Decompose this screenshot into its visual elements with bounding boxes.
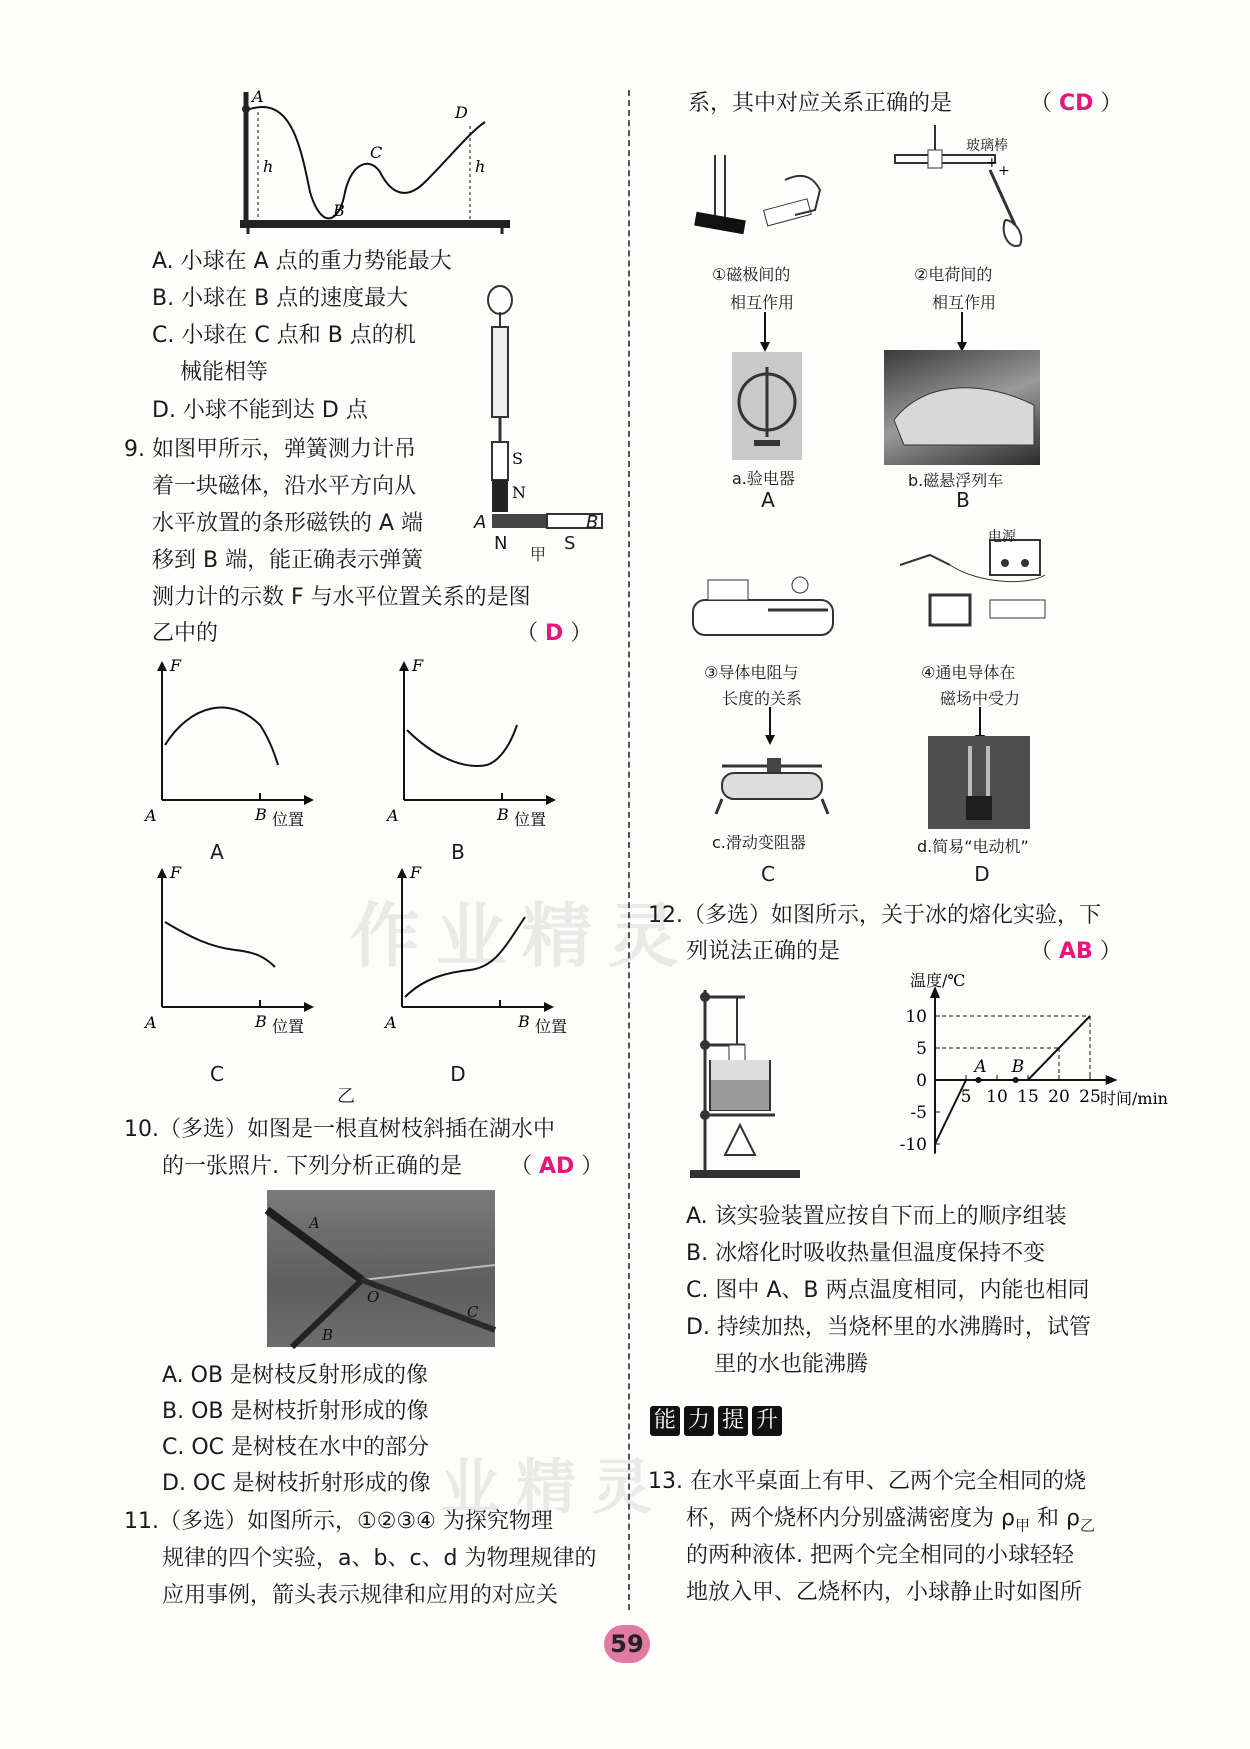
rho-and: 和 ρ: [1036, 1506, 1080, 1531]
q12-answer: （ AB ）: [1030, 939, 1122, 964]
exp4-caption-2: 磁场中受力: [940, 689, 1021, 708]
q9-graph-b: [382, 655, 562, 835]
graph-a-name: A: [210, 840, 224, 864]
exp3-caption-1: ③导体电阻与: [704, 663, 799, 682]
svg-text:+: +: [998, 163, 1010, 179]
graph-set-yi: 乙: [337, 1086, 355, 1107]
exp2-caption-1: ②电荷间的: [914, 265, 993, 284]
q8-option-c-cont: 械能相等: [180, 360, 269, 385]
q10-line-2: 的一张照片. 下列分析正确的是: [162, 1154, 462, 1179]
exp1-magnets-figure: [685, 150, 825, 250]
q12-option-d: D. 持续加热，当烧杯里的水沸腾时，试管: [686, 1315, 1091, 1340]
watermark-2: 业精灵: [440, 1453, 668, 1523]
q12-apparatus-figure: [685, 985, 825, 1185]
q9-line-6: 乙中的: [152, 621, 219, 646]
y-axis-label: 温度/℃: [910, 971, 966, 990]
arrows-row1: [760, 312, 980, 352]
q10-option-c: C. OC 是树枝在水中的部分: [162, 1435, 430, 1460]
column-divider: [628, 90, 630, 1610]
q9-graph-c: [140, 862, 320, 1042]
exp-letter-b: B: [956, 488, 970, 512]
svg-text:+: +: [986, 155, 998, 171]
exp2-caption-2: 相互作用: [932, 293, 997, 312]
section-char-3: 提: [718, 1406, 748, 1436]
q9-line-5: 测力计的示数 F 与水平位置关系的是图: [152, 585, 531, 610]
rho-sub-1: 甲: [1014, 1516, 1030, 1535]
graph-d-a: A: [385, 1013, 397, 1032]
graph-b-f: F: [412, 656, 424, 675]
exp3-caption-2: 长度的关系: [722, 689, 803, 708]
graph-d-pos: 位置: [535, 1017, 568, 1036]
app-b-maglev-photo: [884, 350, 1040, 465]
q12-option-a: A. 该实验装置应按自下而上的顺序组装: [686, 1204, 1067, 1229]
x-axis-label: 时间/min: [1100, 1089, 1168, 1108]
y-tick-label: -5: [910, 1103, 927, 1123]
q12-option-d-cont: 里的水也能沸腾: [714, 1352, 869, 1377]
graph-c-f: F: [170, 863, 182, 882]
q13-line-3: 的两种液体. 把两个完全相同的小球轻轻: [686, 1543, 1074, 1568]
y-tick-label: -10: [899, 1135, 927, 1155]
q10-answer: （ AD ）: [510, 1154, 604, 1179]
q8-label-c: C: [370, 143, 383, 162]
q12-option-c: C. 图中 A、B 两点温度相同，内能也相同: [686, 1278, 1090, 1303]
q10-option-d: D. OC 是树枝折射形成的像: [162, 1471, 431, 1496]
q10-branch-photo: [267, 1190, 495, 1347]
exp4-motor-figure: [890, 525, 1060, 645]
graph-d-f: F: [410, 863, 422, 882]
q12-answer-value: AB: [1059, 939, 1093, 964]
x-axis-arrow: [1106, 1075, 1118, 1085]
q8-track-figure: [230, 82, 520, 237]
q8-option-b: B. 小球在 B 点的速度最大: [152, 286, 409, 311]
exp-letter-a: A: [761, 488, 775, 512]
q11-answer-value: CD: [1059, 91, 1094, 116]
graph-b-a: A: [387, 806, 399, 825]
point-a: [975, 1077, 981, 1083]
section-tag-ability: [650, 1406, 782, 1436]
q8-label-b: B: [333, 201, 345, 220]
q9-line-1: 9. 如图甲所示，弹簧测力计吊: [124, 437, 416, 462]
exp2-charges-figure: [890, 125, 1040, 255]
q13-line-2-text: 杯，两个烧杯内分别盛满密度为 ρ: [686, 1506, 1015, 1531]
graph-a-a: A: [145, 806, 157, 825]
watermark: 作业精灵: [350, 895, 694, 977]
graph-c-b: B: [255, 1012, 267, 1031]
q9-magnet-n: N: [512, 483, 526, 502]
point-label-b: B: [1011, 1057, 1025, 1077]
temperature-chart: [830, 970, 1168, 1190]
q8-label-d: D: [455, 103, 468, 122]
q11-line-2: 规律的四个实验，a、b、c、d 为物理规律的: [162, 1546, 597, 1571]
glass-rod-label: 玻璃棒: [966, 138, 1008, 154]
q10-line-1: 10.（多选）如图是一根直树枝斜插在湖水中: [124, 1117, 555, 1142]
q8-label-h2: h: [475, 157, 486, 176]
graph-a-b: B: [255, 805, 267, 824]
q12-option-b: B. 冰熔化时吸收热量但温度保持不变: [686, 1241, 1046, 1266]
q8-label-h1: h: [263, 157, 274, 176]
graph-b-pos: 位置: [514, 810, 547, 829]
app-c-rheostat-photo: [712, 748, 832, 818]
app-d-caption: d.简易“电动机”: [917, 837, 1029, 856]
q10-option-a: A. OB 是树枝反射形成的像: [162, 1363, 429, 1388]
q9-bar-n: N: [494, 533, 508, 554]
q8-label-a: A: [252, 87, 264, 106]
graph-d-name: D: [450, 1062, 466, 1086]
q13-line-2: [686, 1505, 1095, 1539]
q12-line-1: 12.（多选）如图所示，关于冰的熔化实验，下: [648, 903, 1101, 928]
q9-magnet-s: S: [512, 449, 523, 468]
q11-line-3: 应用事例，箭头表示规律和应用的对应关: [162, 1583, 559, 1608]
x-tick-label: 10: [986, 1087, 1008, 1107]
graph-b-name: B: [451, 840, 465, 864]
graph-c-pos: 位置: [272, 1017, 305, 1036]
graph-c-a: A: [145, 1013, 157, 1032]
y-tick-label: 10: [905, 1007, 927, 1027]
q9-answer: （ D ）: [516, 621, 593, 646]
q11-line-1: 11.（多选）如图所示，①②③④ 为探究物理: [124, 1509, 553, 1534]
point-label-a: A: [974, 1057, 987, 1077]
q9-spring-figure: [470, 282, 610, 547]
q10-answer-value: AD: [539, 1154, 575, 1179]
q9-fig-jia: 甲: [530, 545, 547, 564]
app-c-caption: c.滑动变阻器: [712, 833, 806, 852]
q12-line-2: 列说法正确的是: [686, 939, 841, 964]
x-tick-label: 20: [1048, 1087, 1070, 1107]
q8-option-d: D. 小球不能到达 D 点: [152, 398, 368, 423]
q10-option-b: B. OB 是树枝折射形成的像: [162, 1399, 429, 1424]
q11-line-4: 系，其中对应关系正确的是: [688, 91, 953, 116]
section-char-4: 升: [752, 1406, 782, 1436]
photo-label-a: A: [309, 1214, 320, 1232]
q9-graph-a: [140, 655, 320, 835]
graph-a-f: F: [170, 656, 182, 675]
graph-d-b: B: [518, 1012, 530, 1031]
graph-a-pos: 位置: [272, 810, 305, 829]
q9-bar-s: S: [564, 533, 576, 554]
q9-bar-a: A: [474, 512, 487, 533]
exp3-resistance-figure: [688, 565, 838, 645]
exp1-caption-2: 相互作用: [730, 293, 795, 312]
graph-c-name: C: [210, 1062, 224, 1086]
q9-line-2: 着一块磁体，沿水平方向从: [152, 474, 417, 499]
app-b-caption: b.磁悬浮列车: [908, 471, 1004, 490]
app-a-electroscope-photo: [732, 352, 802, 460]
app-d-motor-photo: [928, 736, 1030, 829]
rho-sub-2: 乙: [1079, 1516, 1095, 1535]
x-tick-label: 25: [1079, 1087, 1101, 1107]
q8-option-a: A. 小球在 A 点的重力势能最大: [152, 249, 452, 274]
photo-label-c: C: [467, 1303, 479, 1321]
y-tick-label: 5: [916, 1039, 927, 1059]
graph-b-b: B: [497, 805, 509, 824]
section-char-1: 能: [650, 1406, 680, 1436]
q13-line-4: 地放入甲、乙烧杯内，小球静止时如图所: [686, 1580, 1083, 1605]
q9-line-3: 水平放置的条形磁铁的 A 端: [152, 511, 424, 536]
y-tick-label: 0: [916, 1071, 927, 1091]
photo-label-b: B: [322, 1326, 334, 1344]
exp-letter-d: D: [974, 862, 990, 886]
exp-letter-c: C: [761, 862, 775, 886]
exp4-caption-1: ④通电导体在: [921, 663, 1016, 682]
power-label: 电源: [988, 529, 1016, 545]
q9-answer-value: D: [545, 621, 564, 646]
section-char-2: 力: [684, 1406, 714, 1436]
q9-line-4: 移到 B 端，能正确表示弹簧: [152, 548, 424, 573]
photo-label-o: O: [367, 1288, 380, 1306]
point-b: [1013, 1077, 1019, 1083]
q11-answer: （ CD ）: [1030, 91, 1123, 116]
exp1-caption-1: ①磁极间的: [712, 265, 791, 284]
q13-line-1: 13. 在水平桌面上有甲、乙两个完全相同的烧: [648, 1469, 1086, 1494]
x-tick-label: 15: [1017, 1087, 1039, 1107]
page-number: 59: [604, 1625, 650, 1663]
q8-option-c: C. 小球在 C 点和 B 点的机: [152, 323, 416, 348]
app-a-caption: a.验电器: [732, 469, 795, 488]
q9-bar-b: B: [586, 512, 599, 533]
x-tick-label: 5: [960, 1087, 972, 1107]
